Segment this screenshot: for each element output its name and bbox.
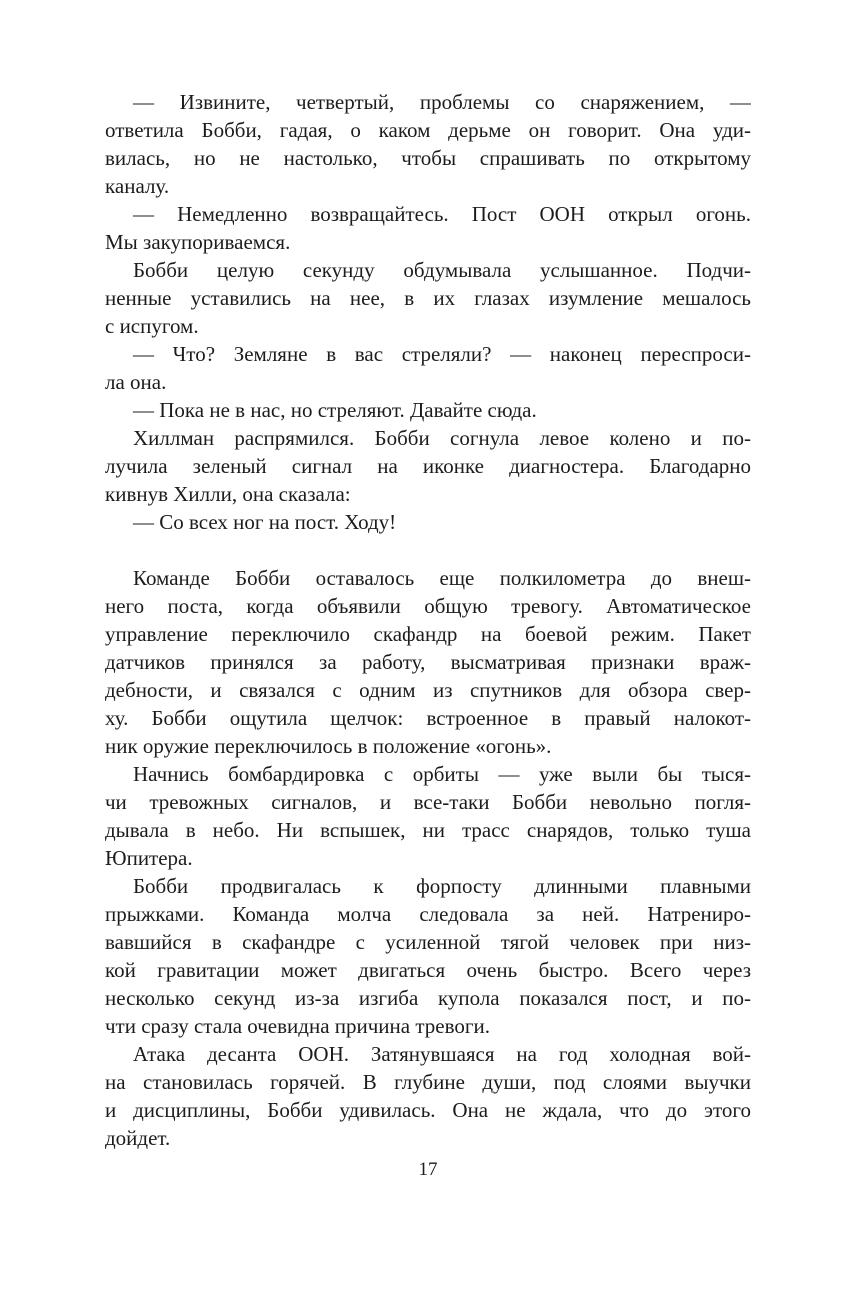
text-line: вавшийся в скафандре с усиленной тягой человек при низ- bbox=[105, 930, 751, 954]
text-line: дойдет. bbox=[105, 1126, 171, 1150]
text-line: — Извините, четвертый, проблемы со снаряжением, — bbox=[133, 90, 751, 114]
text-line: кивнув Хилли, она сказала: bbox=[105, 482, 351, 506]
text-line: — Что? Земляне в вас стреляли? — наконец переспроси- bbox=[133, 342, 751, 366]
paragraph bbox=[105, 340, 751, 396]
text-line: на становилась горячей. В глубине души, под слоями выучки bbox=[105, 1070, 751, 1094]
text-line: каналу. bbox=[105, 174, 170, 198]
text-line: Команде Бобби оставалось еще полкилометра до внеш- bbox=[133, 566, 751, 590]
text-block bbox=[105, 88, 751, 1152]
text-line: Хиллман распрямился. Бобби согнула левое колено и по- bbox=[133, 426, 751, 450]
text-line: кой гравитации может двигаться очень быстро. Всего через bbox=[105, 958, 751, 982]
paragraph bbox=[105, 396, 751, 424]
text-line: и дисциплины, Бобби удивилась. Она не ждала, что до этого bbox=[105, 1098, 751, 1122]
text-line: Мы закупориваемся. bbox=[105, 230, 291, 254]
text-line: лучила зеленый сигнал на иконке диагностера. Благодарно bbox=[105, 454, 751, 478]
text-line: ху. Бобби ощутила щелчок: встроенное в правый налокот- bbox=[105, 706, 751, 730]
text-line: ответила Бобби, гадая, о каком дерьме он говорит. Она уди- bbox=[105, 118, 751, 142]
text-line: управление переключило скафандр на боевой режим. Пакет bbox=[105, 622, 751, 646]
paragraph bbox=[105, 88, 751, 200]
text-line: вилась, но не настолько, чтобы спрашивать по открытому bbox=[105, 146, 751, 170]
text-line: чи тревожных сигналов, и все-таки Бобби невольно погля- bbox=[105, 790, 751, 814]
text-line: дебности, и связался с одним из спутников для обзора свер- bbox=[105, 678, 751, 702]
text-line: — Пока не в нас, но стреляют. Давайте сюда. bbox=[133, 398, 537, 422]
paragraph bbox=[105, 200, 751, 256]
text-line: дывала в небо. Ни вспышек, ни трасс снарядов, только туша bbox=[105, 818, 751, 842]
text-line: ненные уставились на нее, в их глазах изумление мешалось bbox=[105, 286, 751, 310]
paragraph bbox=[105, 564, 751, 760]
text-line: него поста, когда объявили общую тревогу. Автоматическое bbox=[105, 594, 751, 618]
text-line: Начнись бомбардировка с орбиты — уже выли бы тыся- bbox=[133, 762, 751, 786]
text-line: — Немедленно возвращайтесь. Пост ООН открыл огонь. bbox=[133, 202, 751, 226]
paragraph bbox=[105, 256, 751, 340]
text-line: с испугом. bbox=[105, 314, 199, 338]
text-line: ник оружие переключилось в положение «огонь». bbox=[105, 734, 552, 758]
paragraph bbox=[105, 872, 751, 1040]
paragraph bbox=[105, 508, 751, 536]
text-line: Атака десанта ООН. Затянувшаяся на год холодная вой- bbox=[133, 1042, 751, 1066]
paragraph bbox=[105, 424, 751, 508]
text-line: датчиков принялся за работу, высматривая признаки враж- bbox=[105, 650, 751, 674]
text-line: ла она. bbox=[105, 370, 167, 394]
text-line: — Со всех ног на пост. Ходу! bbox=[133, 510, 397, 534]
text-line: прыжками. Команда молча следовала за ней. Натрениро- bbox=[105, 902, 751, 926]
paragraph bbox=[105, 1040, 751, 1152]
text-line: чти сразу стала очевидна причина тревоги. bbox=[105, 1014, 490, 1038]
text-line: Бобби продвигалась к форпосту длинными плавными bbox=[133, 874, 751, 898]
page-number: 17 bbox=[418, 1159, 438, 1180]
paragraph bbox=[105, 760, 751, 872]
text-line: Бобби целую секунду обдумывала услышанное. Подчи- bbox=[133, 258, 751, 282]
text-line: Юпитера. bbox=[105, 846, 193, 870]
text-line: несколько секунд из-за изгиба купола показался пост, и по- bbox=[105, 986, 751, 1010]
